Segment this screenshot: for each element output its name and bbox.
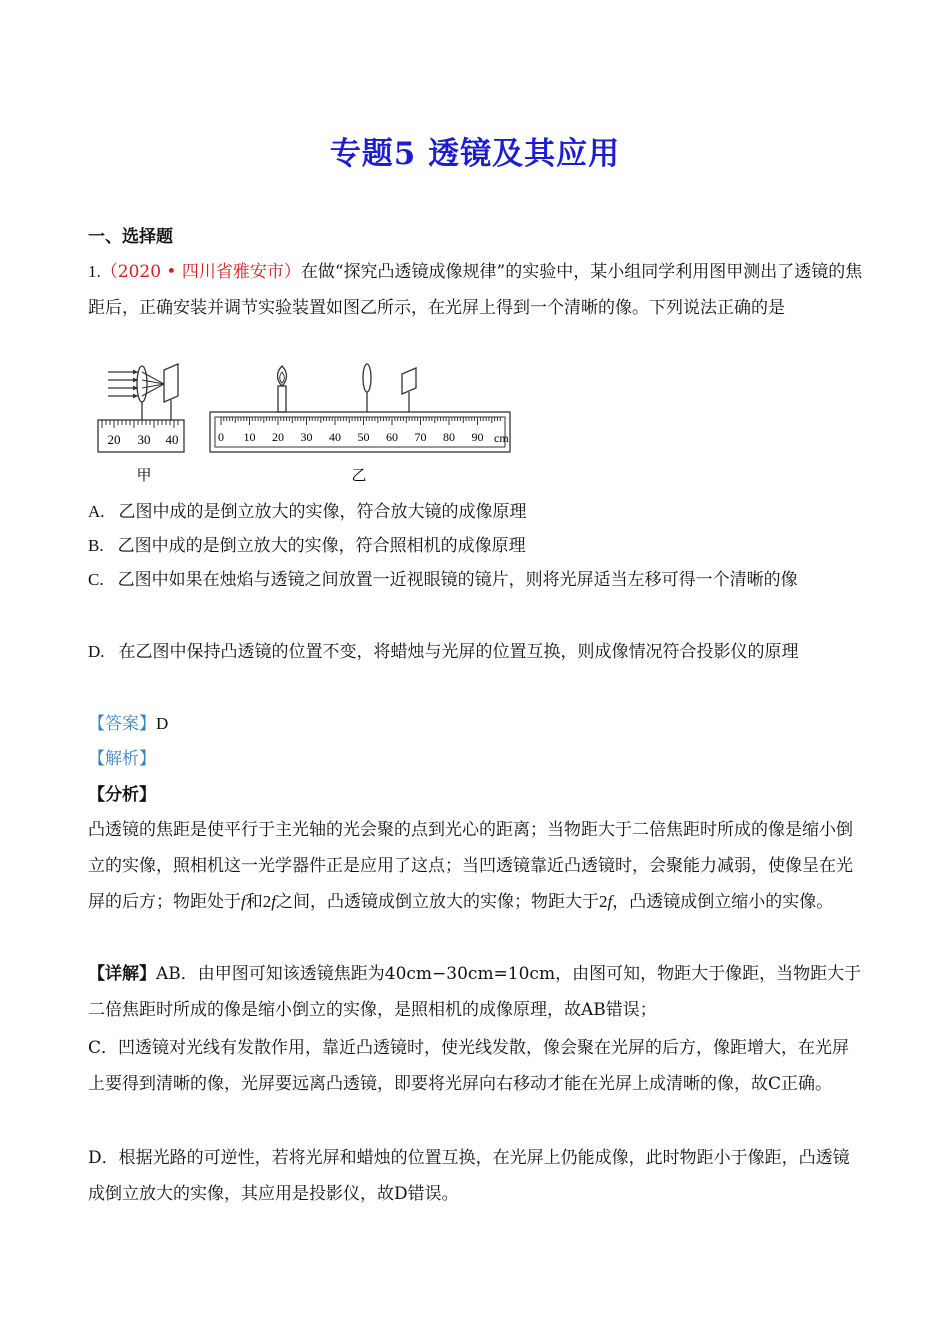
option-text: 乙图中成的是倒立放大的实像，符合照相机的成像原理 [117,536,526,556]
fenxi-text: 之间，凸透镜成倒立放大的实像；物距大于 [275,892,599,912]
option-letter: A. [88,502,105,521]
question-stem [88,254,863,326]
figure-svg [94,362,514,487]
ruler-tick-label: 30 [300,430,313,444]
ruler-tick-label: 60 [386,430,398,444]
option-b [88,528,863,564]
symbol-f: f [271,892,276,911]
ruler-tick-label: 50 [357,430,370,444]
fenxi-text: ，凸透镜成倒立缩小的实像。 [612,892,834,912]
fenxi-paragraph [88,812,863,920]
symbol-f: f [607,892,613,911]
section-heading: 一、选择题 [88,227,173,247]
question-text: 在做“探究凸透镜成像规律”的实验中，某小组同学利用图甲测出了透镜的焦距后，正确安装并调节实验装置如图乙所示，在光屏上得到一个清晰的像。下列说法正确的是 [88,262,863,318]
figure-caption-yi: 乙 [351,466,367,484]
fenxi-text: 和 [245,892,263,912]
option-letter: B. [88,536,104,555]
convex-lens-icon [363,364,371,392]
option-letter: C. [88,570,104,589]
convex-lens-icon [137,366,147,402]
ruler-tick-label: 10 [243,430,256,444]
answer-value: D [156,714,169,733]
figure-jia [98,364,184,484]
symbol-f: f [241,892,246,911]
detail-c: C．凹透镜对光线有发散作用，靠近凸透镜时，使光线发散，像会聚在光屏的后方，像距增大，在光屏上要得到清晰的像，光屏要远离凸透镜，即要将光屏向右移动才能在光屏上成清晰的像，故C正确。 [88,1038,850,1094]
option-text: 乙图中成的是倒立放大的实像，符合放大镜的成像原理 [118,502,527,522]
ruler-unit: cm [494,431,509,445]
question-source: （2020 • 四川省雅安市） [100,262,301,282]
number-two: 2 [598,892,608,911]
detail-d: D．根据光路的可逆性，若将光屏和蜡烛的位置互换，在光屏上仍能成像，此时物距小于像距，凸透镜成倒立放大的实像，其应用是投影仪，故D错误。 [88,1148,850,1204]
screen-icon [164,364,178,402]
ruler-tick-label: 80 [443,430,455,444]
screen-icon [402,368,416,394]
option-c [88,562,863,598]
option-text: 乙图中如果在烛焰与透镜之间放置一近视眼镜的镜片，则将光屏适当左移可得一个清晰的像 [117,570,798,590]
ruler-tick-label: 40 [329,430,341,444]
option-letter: D. [88,642,105,661]
number-two: 2 [262,892,272,911]
fenxi-text: 凸透镜的焦距是使平行于主光轴的光会聚的点到光心的距离；当物距大于二倍焦距时所成的像是缩小倒立的实像，照相机这一光学器件正是应用了这点；当凹透镜靠近凸透镜时，会聚能力减弱，使像呈在光屏的后方；物距处于 [88,820,853,912]
option-a [88,494,863,530]
detail-ab-text: AB．由甲图可知该透镜焦距为40cm−30cm=10cm，由图可知，物距大于像距，当物距大于二倍焦距时所成的像是缩小倒立的实像，是照相机的成像原理，故AB错误； [88,964,862,1020]
ruler-tick-label: 0 [218,430,224,444]
detail-ab [88,956,863,1028]
ruler-tick-label: 90 [471,430,484,444]
figure-yi [210,364,510,484]
ruler-tick-label: 70 [414,430,427,444]
ruler-tick-label: 40 [165,432,179,447]
candle-icon [278,386,286,412]
fenxi-label: 【分析】 [88,785,156,805]
ruler-tick-label: 20 [272,430,284,444]
page-title: 专题5 透镜及其应用 [329,136,621,172]
ruler-tick-label: 20 [107,432,121,447]
detail-label: 【详解】 [88,964,156,984]
answer-line [88,706,168,742]
option-text: 在乙图中保持凸透镜的位置不变，将蜡烛与光屏的位置互换，则成像情况符合投影仪的原理 [118,642,799,662]
answer-label: 【答案】 [88,714,156,734]
option-d [88,634,863,670]
ruler-tick-label: 30 [137,432,151,447]
analysis-label: 【解析】 [88,749,156,769]
question-number: 1. [88,262,101,281]
experiment-figure [94,362,514,487]
figure-caption-jia: 甲 [136,466,152,484]
